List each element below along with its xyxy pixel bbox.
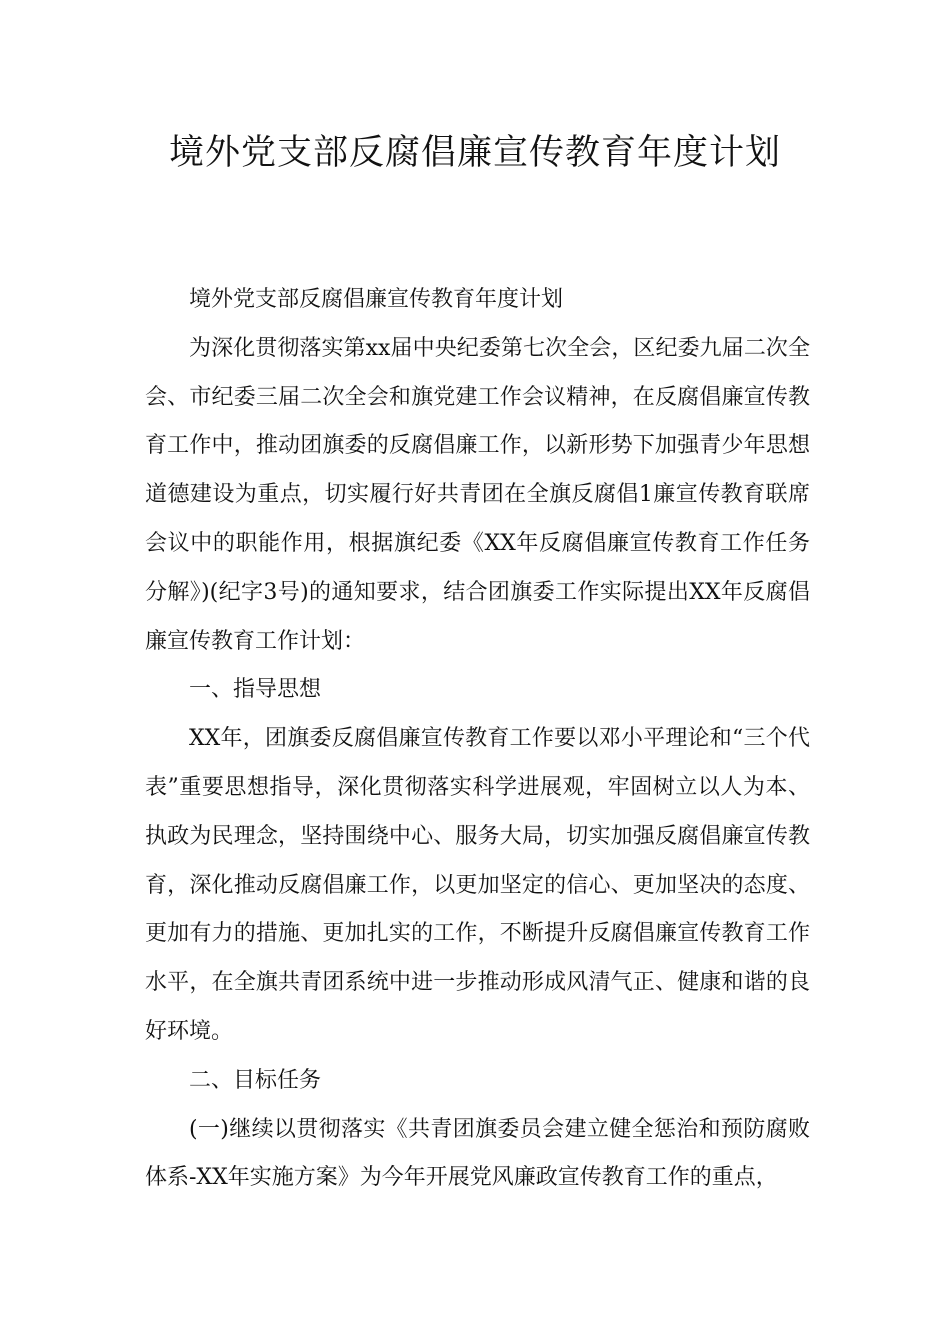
section-heading-goals: 二、目标任务	[189, 1067, 322, 1093]
document-body	[145, 276, 810, 1203]
paragraph-guiding-thought: XX年，团旗委反腐倡廉宣传教育工作要以邓小平理论和“三个代表”重要思想指导，深化贯彻落实科学进展观，牢固树立以人为本、执政为民理念，坚持围绕中心、服务大局，切实加强反腐倡廉宣传教育，深化推动反腐倡廉工作，以更加坚定的信心、更加坚决的态度、更加有力的措施、更加扎实的工作，不断提升反腐倡廉宣传教育工作水平，在全旗共青团系统中进一步推动形成风清气正、健康和谐的良好环境。	[145, 726, 810, 1044]
section-heading-guiding-thought: 一、指导思想	[189, 677, 322, 703]
paragraph-subtitle: 境外党支部反腐倡廉宣传教育年度计划	[189, 287, 564, 312]
paragraph-intro: 为深化贯彻落实第xx届中央纪委第七次全会，区纪委九届二次全会、市纪委三届二次全会和旗党建工作会议精神，在反腐倡廉宣传教育工作中，推动团旗委的反腐倡廉工作，以新形势下加强青少年思想道德建设为重点，切实履行好共青团在全旗反腐倡1廉宣传教育联席会议中的职能作用，根据旗纪委《XX年反腐倡廉宣传教育工作任务分解》)(纪字3号)的通知要求，结合团旗委工作实际提出XX年反腐倡廉宣传教育工作计划：	[145, 335, 810, 654]
paragraph-goals-1: (一)继续以贯彻落实《共青团旗委员会建立健全惩治和预防腐败体系-XX年实施方案》为今年开展党风廉政宣传教育工作的重点，	[145, 1116, 810, 1191]
document-title: 境外党支部反腐倡廉宣传教育年度计划	[168, 133, 781, 173]
